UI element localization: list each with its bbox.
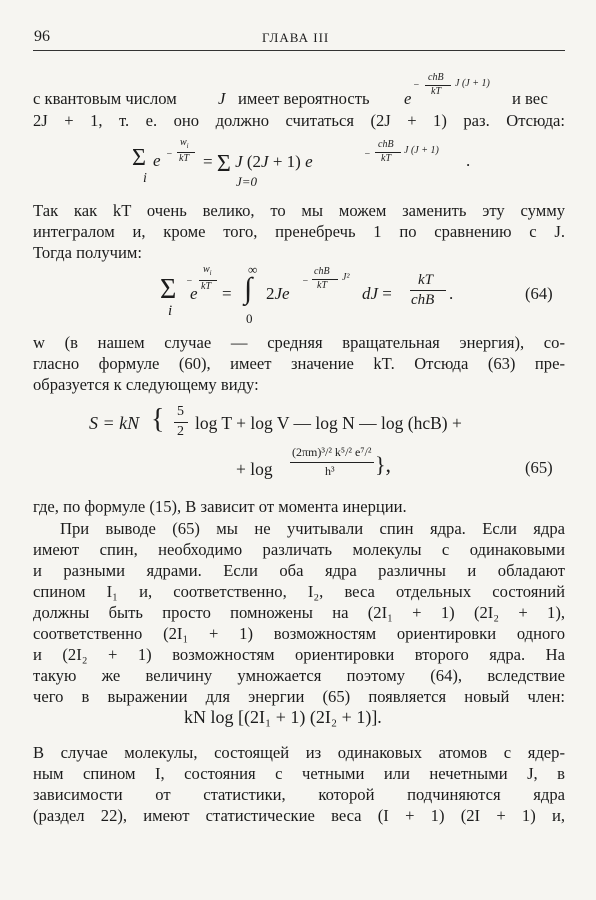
- exponent-denominator: kT: [179, 153, 189, 164]
- exponent-numerator: $w_i$: [203, 264, 212, 277]
- page-number: 96: [34, 28, 50, 45]
- exponent-minus: −: [166, 149, 173, 160]
- text-line: Так как kT очень велико, то мы можем заменить эту сумму: [33, 201, 565, 220]
- fraction-denominator: h³: [325, 464, 335, 478]
- math-symbol: e: [190, 284, 198, 303]
- running-head: ГЛАВА III: [262, 30, 330, 45]
- fraction-denominator: 2: [177, 424, 184, 439]
- text-line: где, по формуле (15), B зависит от момента инерции.: [33, 497, 407, 516]
- math-expression: S = kN: [89, 413, 140, 433]
- text-line: имеет вероятность: [238, 89, 370, 108]
- equation-number: (65): [525, 458, 553, 477]
- equals: =: [222, 284, 232, 303]
- sum-index: i: [168, 303, 173, 319]
- exponent-denominator: kT: [431, 86, 441, 97]
- math-expression: log T + log V — log N — log (hcB) +: [195, 413, 462, 433]
- math-expression: 2Je: [266, 284, 290, 303]
- text-line: зависимости от статистики, которой подчиняются ядра: [33, 785, 565, 804]
- result-numerator: kT: [418, 272, 433, 288]
- text-line: такую же величину умножается поэтому (64), вследствие: [33, 666, 565, 685]
- fraction-bar: [290, 462, 374, 463]
- exponent-numerator: chB: [428, 72, 444, 83]
- brace-close: },: [375, 452, 392, 477]
- exponent-minus: −: [302, 276, 309, 287]
- equation-number: (64): [525, 284, 553, 303]
- text-line: с квантовым числом: [33, 89, 177, 108]
- text-line: спином I₁ и, соответственно, I₂, веса отдельных состояний: [33, 582, 565, 601]
- result-fraction-bar: [410, 290, 446, 291]
- integral-symbol: ∫: [244, 272, 253, 305]
- text-line: В случае молекулы, состоящей из одинаковых атомов с ядер-: [33, 743, 565, 762]
- math-expression: = Σ J (2J + 1) e: [203, 151, 313, 177]
- text-line: (раздел 22), имеют статистические веса (I + 1) (2I + 1) и,: [33, 806, 565, 825]
- text-line: ным спином I, состояния с четными или нечетными J, в: [33, 764, 565, 783]
- math-symbol: e: [404, 89, 412, 108]
- period: .: [449, 284, 454, 303]
- exponent-numerator: chB: [314, 266, 330, 277]
- header-rule: [33, 50, 565, 51]
- text-line: w (в нашем случае — средняя вращательная энергия), со-: [33, 333, 565, 352]
- text-line: При выводе (65) мы не учитывали спин ядра. Если ядра: [60, 519, 565, 538]
- text-line: имеют спин, необходимо различать молекулы с одинаковыми: [33, 540, 565, 559]
- text-line: гласно формуле (60), имеет значение kT. Отсюда (63) пре-: [33, 354, 565, 373]
- result-denominator: chB: [411, 292, 435, 308]
- exponent-numerator: chB: [378, 139, 394, 150]
- text-line: соответственно (2I₁ + 1) возможностям ориентировки одного: [33, 624, 565, 643]
- fraction-numerator: (2πm)³/² k⁵/² e⁷/²: [292, 445, 372, 459]
- exponent-minus: −: [413, 80, 420, 91]
- text-line: должны быть просто помножены на (2I₁ + 1) (2I₂ + 1),: [33, 603, 565, 622]
- text-line: образуется к следующему виду:: [33, 375, 259, 394]
- sum-symbol: Σ: [132, 145, 146, 171]
- text-line: и (2I₂ + 1) возможностям ориентировки второго ядра. На: [33, 645, 565, 664]
- text-line: 2J + 1, т. е. оно должно считаться (2J + 1) раз. Отсюда:: [33, 111, 565, 130]
- sum-index: J=0: [236, 174, 258, 189]
- math-expression: kN log [(2I₁ + 1) (2I₂ + 1)].: [184, 707, 382, 727]
- math-expression: + log: [236, 459, 273, 479]
- exponent-minus: −: [186, 276, 193, 287]
- integral-lower: 0: [246, 311, 253, 326]
- text-line: интегралом и, кроме того, пренебречь 1 по сравнению с J.: [33, 222, 565, 241]
- brace-open: {: [151, 404, 165, 435]
- text-line: чего в выражении для энергии (65) появляется новый член:: [33, 687, 565, 706]
- integral-upper: ∞: [248, 262, 258, 277]
- exponent-minus: −: [364, 149, 371, 160]
- period: .: [466, 151, 471, 170]
- exponent-denominator: kT: [201, 281, 211, 292]
- math-expression: dJ =: [362, 284, 392, 303]
- text-line: J: [218, 89, 226, 108]
- exponent-denominator: kT: [317, 280, 327, 291]
- fraction-bar: [174, 422, 188, 423]
- exponent-tail: J (J + 1): [404, 145, 439, 156]
- text-line: Тогда получим:: [33, 243, 142, 262]
- sum-symbol: Σ: [160, 274, 177, 305]
- math-symbol: e: [153, 151, 161, 170]
- text-line: и разными ядрами. Если оба ядра различны и обладают: [33, 561, 565, 580]
- exponent-tail: J²: [342, 272, 350, 283]
- exponent-denominator: kT: [381, 153, 391, 164]
- text-line: и вес: [512, 89, 548, 108]
- exponent-numerator: $w_i$: [180, 137, 189, 150]
- sum-index: i: [143, 171, 147, 186]
- fraction-numerator: 5: [177, 404, 184, 419]
- exponent-tail: J (J + 1): [455, 78, 490, 89]
